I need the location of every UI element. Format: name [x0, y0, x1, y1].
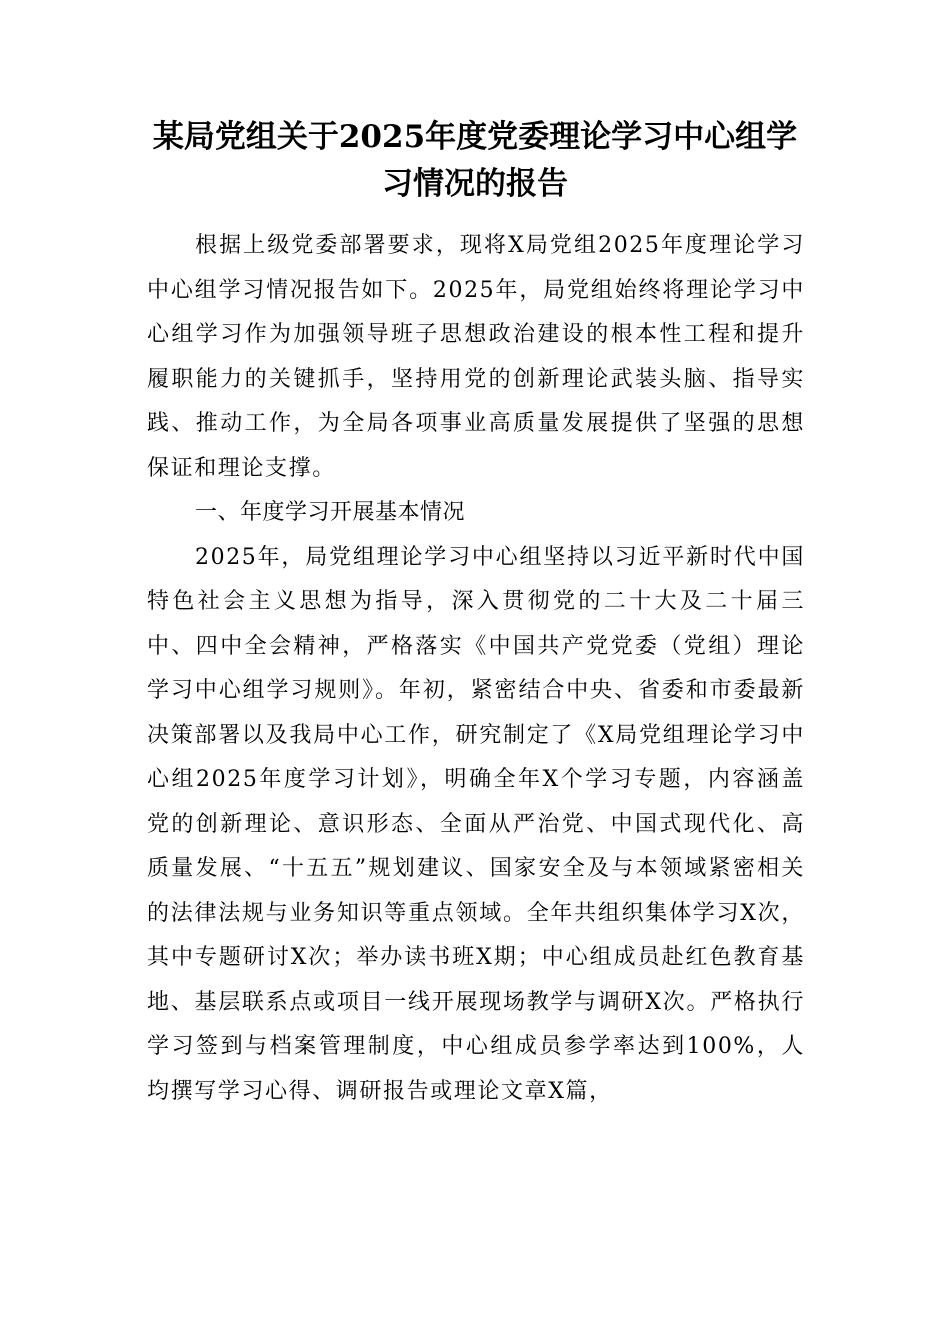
document-body — [147, 224, 805, 1114]
document-title: 某局党组关于2025年度党委理论学习中心组学习情况的报告 — [152, 119, 798, 202]
section-1-paragraph: 2025年，局党组理论学习中心组坚持以习近平新时代中国特色社会主义思想为指导，深入贯彻党的二十大及二十届三中、四中全会精神，严格落实《中国共产党党委（党组）理论学习中心组学习规则》。年初，紧密结合中央、省委和市委最新决策部署以及我局中心工作，研究制定了《X局党组理论学习中心组2025年度学习计划》，明确全年X个学习专题，内容涵盖党的创新理论、意识形态、全面从严治党、中国式现代化、高质量发展、“十五五”规划建议、国家安全及与本领域紧密相关的法律法规与业务知识等重点领域。全年共组织集体学习X次，其中专题研讨X次；举办读书班X期；中心组成员赴红色教育基地、基层联系点或项目一线开展现场教学与调研X次。严格执行学习签到与档案管理制度，中心组成员参学率达到100%，人均撰写学习心得、调研报告或理论文章X篇， — [147, 544, 805, 1104]
section-heading-1: 一、年度学习开展基本情况 — [195, 500, 466, 525]
intro-paragraph: 根据上级党委部署要求，现将X局党组2025年度理论学习中心组学习情况报告如下。2025年，局党组始终将理论学习中心组学习作为加强领导班子思想政治建设的根本性工程和提升履职能力的关键抓手，坚持用党的创新理论武装头脑、指导实践、推动工作，为全局各项事业高质量发展提供了坚强的思想保证和理论支撑。 — [147, 233, 805, 481]
